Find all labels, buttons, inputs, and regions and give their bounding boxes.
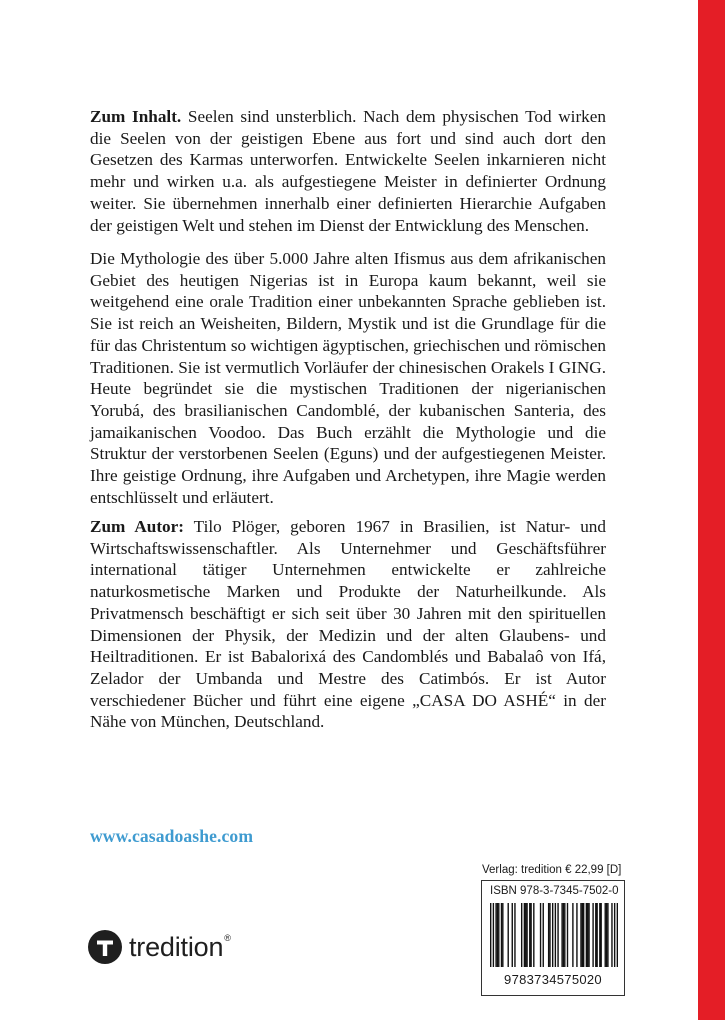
barcode-bar bbox=[526, 903, 527, 967]
barcode-bar bbox=[497, 903, 498, 967]
barcode-bar bbox=[576, 903, 577, 967]
barcode-bar bbox=[588, 903, 589, 967]
barcode-bar bbox=[549, 903, 550, 967]
autor-body: Tilo Plöger, geboren 1967 in Brasilien, ist Natur- und Wirtschaftswissenschaftler. Als Unternehmer und Geschäftsführer international tätiger Unternehmen entwickelte er zahlreiche naturkosmetische Marken und Produkte der Naturheilkunde. Als Privatmensch beschäftigt er sich seit über 30 Jahren mit den spirituellen Dimensionen der Physik, der Medizin und der alten Glaubens- und Heiltraditionen. Er ist Babalorixá des Candomblés und Babalaô von Ifá, Zelador der Umbanda und Mestre des Catimbós. Er ist Autor verschiedener Bücher und führt eine eigene „CASA DO ASHÉ“ in der Nähe von München, Deutschland. bbox=[90, 517, 606, 732]
barcode-bar bbox=[493, 903, 494, 967]
isbn-label: ISBN 978-3-7345-7502-0 bbox=[490, 885, 619, 897]
barcode-bar bbox=[605, 903, 606, 967]
barcode-box bbox=[481, 880, 625, 996]
barcode-bar bbox=[600, 903, 601, 967]
barcode-bar bbox=[514, 903, 515, 967]
tredition-logo bbox=[88, 929, 231, 965]
inhalt-lead: Zum Inhalt. bbox=[90, 107, 182, 126]
barcode-bar bbox=[495, 903, 496, 967]
barcode-bar bbox=[525, 903, 526, 967]
barcode-bar bbox=[617, 903, 618, 967]
price-line: Verlag: tredition € 22,99 [D] bbox=[482, 864, 622, 876]
barcode-bar bbox=[596, 903, 597, 967]
barcode-bar bbox=[498, 903, 499, 967]
barcode-bar bbox=[508, 903, 509, 967]
barcode-bar bbox=[502, 903, 503, 967]
autor-lead: Zum Autor: bbox=[90, 517, 185, 536]
barcode-bar bbox=[555, 903, 556, 967]
mythologie-body: Die Mythologie des über 5.000 Jahre alten Ifismus aus dem afrikanischen Gebiet des heutigen Nigerias ist in Europa kaum bekannt, weil sie weitgehend eine orale Tradition einer unbekannten Sprache geblieben ist. Sie ist reich an Weisheiten, Bildern, Mystik und ist die Grundlage für die für das Christentum so wichtigen ägyptischen, griechischen und römischen Traditionen. Sie ist vermutlich Vorläufer der chinesischen Orakels I GING. Heute begründet sie die mystischen Traditionen der nigerianischen Yorubá, des brasilianischen Candomblé, der kubanischen Santeria, des jamaikanischen Voodoo. Das Buch erzählt die Mythologie und die Struktur der verstorbenen Seelen (Eguns) und der aufgestiegenen Meister. Ihre geistige Ordnung, ihre Aufgaben und Archetypen, ihre Magie werden entschlüsselt und erläutert. bbox=[90, 249, 606, 507]
barcode-bar bbox=[611, 903, 612, 967]
mythologie-paragraph bbox=[90, 248, 606, 508]
barcode-bar bbox=[572, 903, 573, 967]
barcode-bar bbox=[530, 903, 531, 967]
inhalt-body: Seelen sind unsterblich. Nach dem physischen Tod wirken die Seelen von der geistigen Ebene aus fort und sind auch dort den Gesetzen des Karmas unterworfen. Entwickelte Seelen inkarnieren nicht mehr und wirken u.a. als aufgestiegene Meister in definierter Ordnung weiter. Sie übernehmen innerhalb einer definierten Hierarchie Aufgaben der geistigen Welt und stehen im Dienst der Entwicklung des Menschen. bbox=[90, 107, 606, 235]
barcode-bar bbox=[563, 903, 564, 967]
barcode-bar bbox=[567, 903, 568, 967]
barcode-bar bbox=[512, 903, 513, 967]
barcode-bar bbox=[521, 903, 522, 967]
tredition-logo-icon bbox=[88, 930, 122, 964]
barcode-bar bbox=[501, 903, 502, 967]
barcode-bar bbox=[543, 903, 544, 967]
barcode-bar bbox=[582, 903, 583, 967]
barcode-bar bbox=[583, 903, 584, 967]
barcode-bar bbox=[599, 903, 600, 967]
barcode-bar bbox=[533, 903, 534, 967]
barcode-bar bbox=[586, 903, 587, 967]
red-spine-bar bbox=[698, 0, 725, 1020]
barcode-bar bbox=[529, 903, 530, 967]
barcode-bar bbox=[540, 903, 541, 967]
barcode-bar bbox=[552, 903, 553, 967]
barcode-bar bbox=[595, 903, 596, 967]
barcode-bar bbox=[557, 903, 558, 967]
barcode-bar bbox=[614, 903, 615, 967]
barcode-bar bbox=[580, 903, 581, 967]
logo-wordmark: tredition bbox=[129, 932, 224, 962]
autor-paragraph bbox=[90, 516, 606, 733]
barcode-graphic bbox=[490, 903, 618, 967]
barcode-bar bbox=[561, 903, 562, 967]
website-link[interactable]: www.casadoashe.com bbox=[90, 826, 254, 846]
inhalt-paragraph bbox=[90, 106, 606, 236]
registered-mark: ® bbox=[224, 933, 231, 943]
ean-number: 9783734575020 bbox=[504, 972, 602, 987]
barcode-bar bbox=[587, 903, 588, 967]
barcode-bar bbox=[606, 903, 607, 967]
barcode-bar bbox=[524, 903, 525, 967]
barcode-bar bbox=[548, 903, 549, 967]
barcode-bar bbox=[607, 903, 608, 967]
barcode-bar bbox=[490, 903, 491, 967]
barcode-bar bbox=[564, 903, 565, 967]
barcode-bar bbox=[592, 903, 593, 967]
